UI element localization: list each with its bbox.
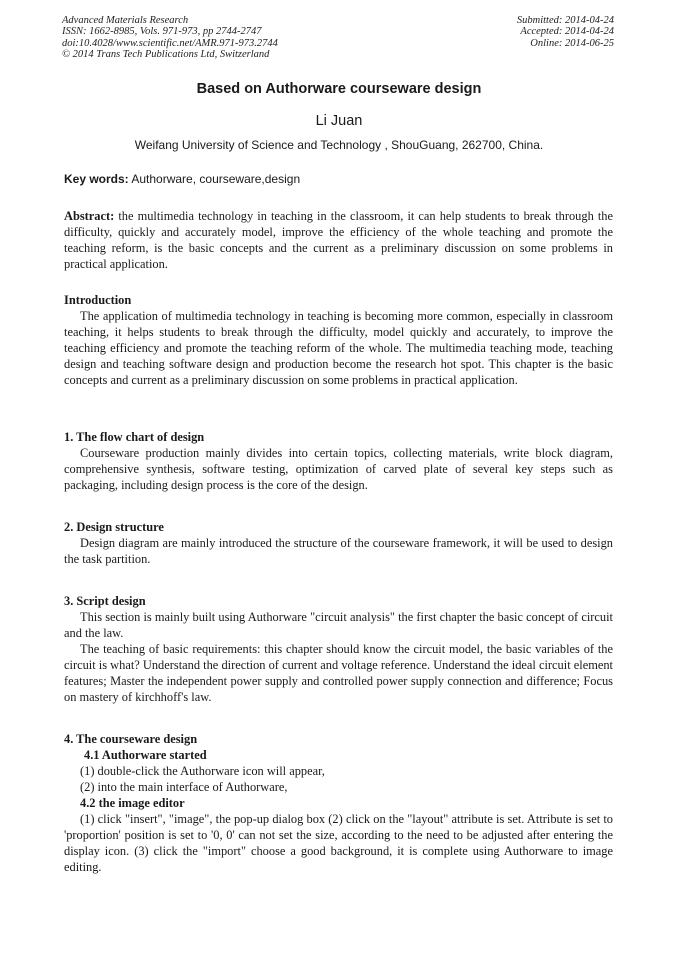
section-courseware-design (64, 731, 613, 875)
section-4-1-item-2: (2) into the main interface of Authorware, (80, 780, 288, 794)
copyright-line: © 2014 Trans Tech Publications Ltd, Switzerland (62, 48, 270, 60)
keywords (64, 172, 300, 186)
section-script-design (64, 593, 613, 705)
section-flow-chart (64, 429, 613, 493)
issn-line: ISSN: 1662-8985, Vols. 971-973, pp 2744-2747 (62, 26, 262, 38)
section-3-text-1: This section is mainly built using Authorware "circuit analysis" the first chapter the basic concept of circuit and the law. (64, 610, 613, 640)
section-4-heading: 4. The courseware design (64, 732, 198, 746)
online-date: Online: 2014-06-25 (530, 37, 614, 49)
introduction-heading: Introduction (64, 293, 132, 307)
section-design-structure (64, 519, 613, 567)
introduction-text: The application of multimedia technology in teaching is becoming more common, especially in classroom teaching, it helps students to break through the difficulty, model quickly and accurately, to improve the teaching efficiency and promote the teaching reform of the whole. The multimedia teaching mode, teaching design and teaching software design and production become the research hot spot. This chapter is the basic concepts and current as a preliminary discussion on some problems in practical application. (64, 309, 613, 387)
abstract-text: the multimedia technology in teaching in the classroom, it can help students to break through the difficulty, quickly and accurately model, improve the efficiency of the whole teaching and promote the teaching reform, is the basic concepts and the current as a preliminary discussion on some problems in practical application. (64, 209, 613, 271)
submitted-date: Submitted: 2014-04-24 (516, 15, 614, 26)
abstract-label: Abstract: (64, 209, 115, 223)
section-2-text: Design diagram are mainly introduced the structure of the courseware framework, it will be used to design the task partition. (64, 536, 613, 566)
section-2-heading: 2. Design structure (64, 520, 164, 534)
section-1-text: Courseware production mainly divides into certain topics, collecting materials, write block diagram, comprehensive synthesis, software testing, optimization of carved plate of several key steps such as packaging, including design process is the core of the design. (64, 446, 613, 492)
paper-title: Based on Authorware courseware design (196, 81, 482, 97)
section-4-2-text: (1) click "insert", "image", the pop-up dialog box (2) click on the "layout" attribute is set. Attribute is set to 'proportion' position is set to '0, 0' can not set the size, according to the need to be adjusted after entering the display icon. (3) click the "import" choose a good background, it is complete using Authorware to image editing. (64, 812, 613, 874)
section-3-heading: 3. Script design (64, 594, 146, 608)
section-4-2-heading: 4.2 the image editor (80, 796, 185, 810)
author-affiliation: Weifang University of Science and Technology , ShouGuang, 262700, China. (134, 138, 544, 152)
section-introduction (64, 292, 613, 388)
section-1-heading: 1. The flow chart of design (64, 430, 205, 444)
section-4-1-heading: 4.1 Authorware started (84, 748, 207, 762)
journal-header-left (62, 15, 278, 60)
doi-line: doi:10.4028/www.scientific.net/AMR.971-973.2744 (62, 37, 278, 49)
abstract (64, 208, 613, 272)
journal-name: Advanced Materials Research (62, 15, 189, 26)
author-name: Li Juan (315, 113, 363, 129)
journal-header-right (517, 15, 614, 49)
section-3-text-2: The teaching of basic requirements: this chapter should know the circuit model, the basic variables of the circuit is what? Understand the direction of current and voltage reference. Understand the ideal circuit element features; Master the independent power supply and controlled power supply connection and difference; Focus on mastery of kirchhoff's law. (64, 642, 613, 704)
keywords-text: Authorware, courseware,design (128, 172, 301, 186)
accepted-date: Accepted: 2014-04-24 (520, 26, 614, 38)
section-4-1-item-1: (1) double-click the Authorware icon will appear, (80, 764, 325, 778)
keywords-label: Key words: (64, 172, 129, 186)
